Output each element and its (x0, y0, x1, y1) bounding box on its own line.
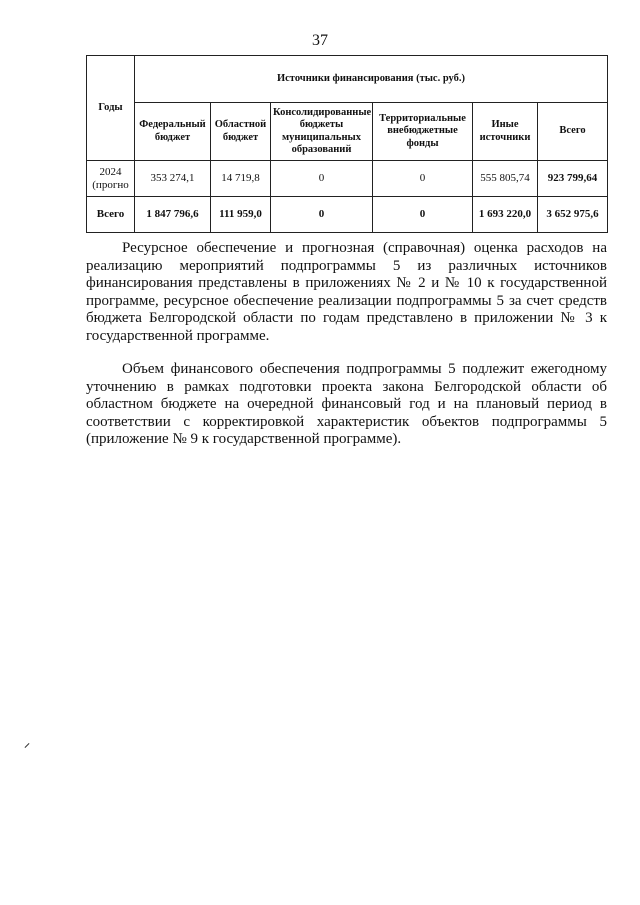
cell-regional: 111 959,0 (211, 197, 271, 233)
cell-other: 1 693 220,0 (473, 197, 538, 233)
column-header: Областной бюджет (211, 103, 271, 161)
cell-funds: 0 (373, 161, 473, 197)
column-header: Всего (538, 103, 608, 161)
cell-funds: 0 (373, 197, 473, 233)
column-header: Федеральный бюджет (135, 103, 211, 161)
column-header: Консолидированные бюджеты муниципальных образований (271, 103, 373, 161)
paragraph-volume (86, 361, 607, 449)
column-header: Иные источники (473, 103, 538, 161)
cell-federal: 1 847 796,6 (135, 197, 211, 233)
financing-table (86, 55, 608, 233)
cell-total: 3 652 975,6 (538, 197, 608, 233)
cell-other: 555 805,74 (473, 161, 538, 197)
scan-mark (25, 743, 30, 748)
cell-federal: 353 274,1 (135, 161, 211, 197)
column-header: Территориальные внебюджетные фонды (373, 103, 473, 161)
cell-regional: 14 719,8 (211, 161, 271, 197)
row-year: Всего (87, 197, 135, 233)
paragraph-text: Ресурсное обеспечение и прогнозная (справочная) оценка расходов на реализацию мероприятий подпрограммы 5 из различных источников финансирования представлены в приложениях № 2 и № 10 к государственной программе, ресурсное обеспечение реализации подпрограммы 5 за счет средств бюджета Белгородской области по годам представлено в приложении № 3 к государственной программе. (86, 240, 607, 344)
page-number: 37 (312, 32, 328, 49)
cell-total: 923 799,64 (538, 161, 608, 197)
years-header: Годы (87, 56, 135, 161)
paragraph-resources (86, 240, 607, 346)
table-row (87, 197, 608, 233)
cell-municipal: 0 (271, 161, 373, 197)
paragraph-text: Объем финансового обеспечения подпрограммы 5 подлежит ежегодному уточнению в рамках подготовки проекта закона Белгородской области об областном бюджете на очередной финансовый год и на плановый период в соответствии с корректировкой характеристик объектов подпрограммы 5 (приложение № 9 к государственной программе). (86, 361, 607, 448)
table-row (87, 161, 608, 197)
cell-municipal: 0 (271, 197, 373, 233)
sources-header: Источники финансирования (тыс. руб.) (135, 56, 608, 103)
row-year: 2024 (прогно (87, 161, 135, 197)
